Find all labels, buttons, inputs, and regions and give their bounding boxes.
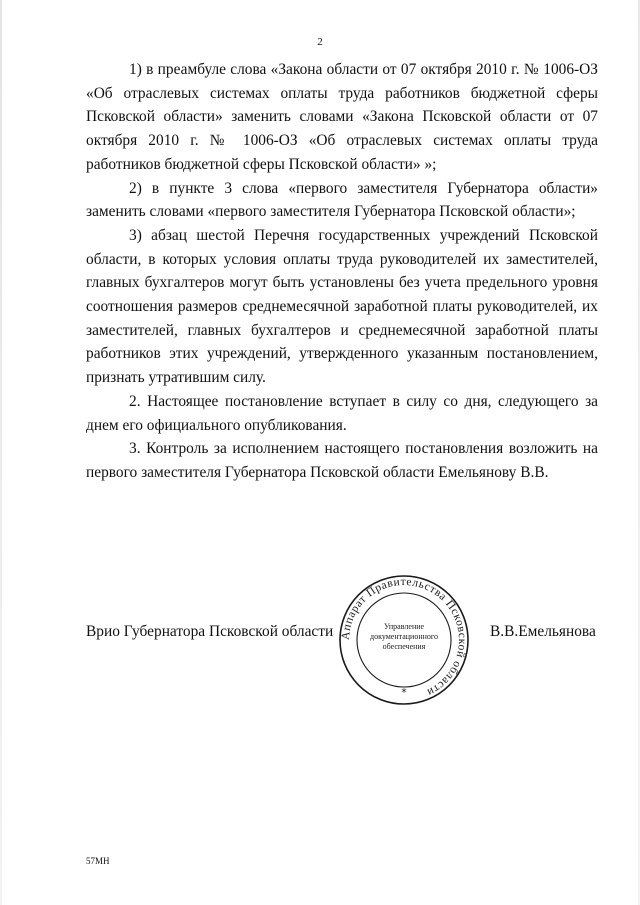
official-seal (337, 573, 471, 707)
seal-inner-line-1: Управление (383, 622, 425, 631)
seal-inner-line-3: обеспечения (382, 642, 426, 651)
document-body (86, 58, 598, 485)
signatory-position: Врио Губернатора Псковской области (86, 623, 334, 640)
paragraph-1: 1) в преамбуле слова «Закона области от 07 октября 2010 г. № 1006-ОЗ «Об отраслевых системах оплаты труда работников бюджетной сферы Псковской области» заменить словами «Закона Псковской области от 07 октября 2010 г. № 1006-ОЗ «Об отраслевых системах оплаты труда работников бюджетной сферы Псковской области» »; (86, 61, 598, 173)
paragraph-3: 3) абзац шестой Перечня государственных учреждений Псковской области, в которых условия оплаты труда руководителей их заместителей, главных бухгалтеров могут быть установлены без учета предельного уровня соотношения размеров среднемесячной заработной платы руководителей, их заместителей, главных бухгалтеров и среднемесячной заработной платы работников этих учреждений, утвержденного указанным постановлением, признать утратившим силу. (86, 226, 598, 387)
seal-star: * (401, 686, 407, 699)
signatory-name: В.В.Емельянова (490, 623, 596, 640)
seal-inner-line-2: документационного (370, 632, 438, 641)
seal-outer-text: Аппарат Правительства Псковской области (339, 575, 469, 699)
scan-edge-left (0, 0, 2, 905)
paragraph-4: 2. Настоящее постановление вступает в силу со дня, следующего за днем его официального опубликования. (86, 392, 598, 434)
paragraph-5: 3. Контроль за исполнением настоящего постановления возложить на первого заместителя Губернатора Псковской области Емельянову В.В. (86, 440, 598, 481)
footer-code: 57МН (86, 856, 110, 866)
page-number: 2 (317, 36, 323, 48)
paragraph-2: 2) в пункте 3 слова «первого заместителя Губернатора области» заменить словами «первого заместителя Губернатора Псковской области»; (86, 179, 598, 221)
